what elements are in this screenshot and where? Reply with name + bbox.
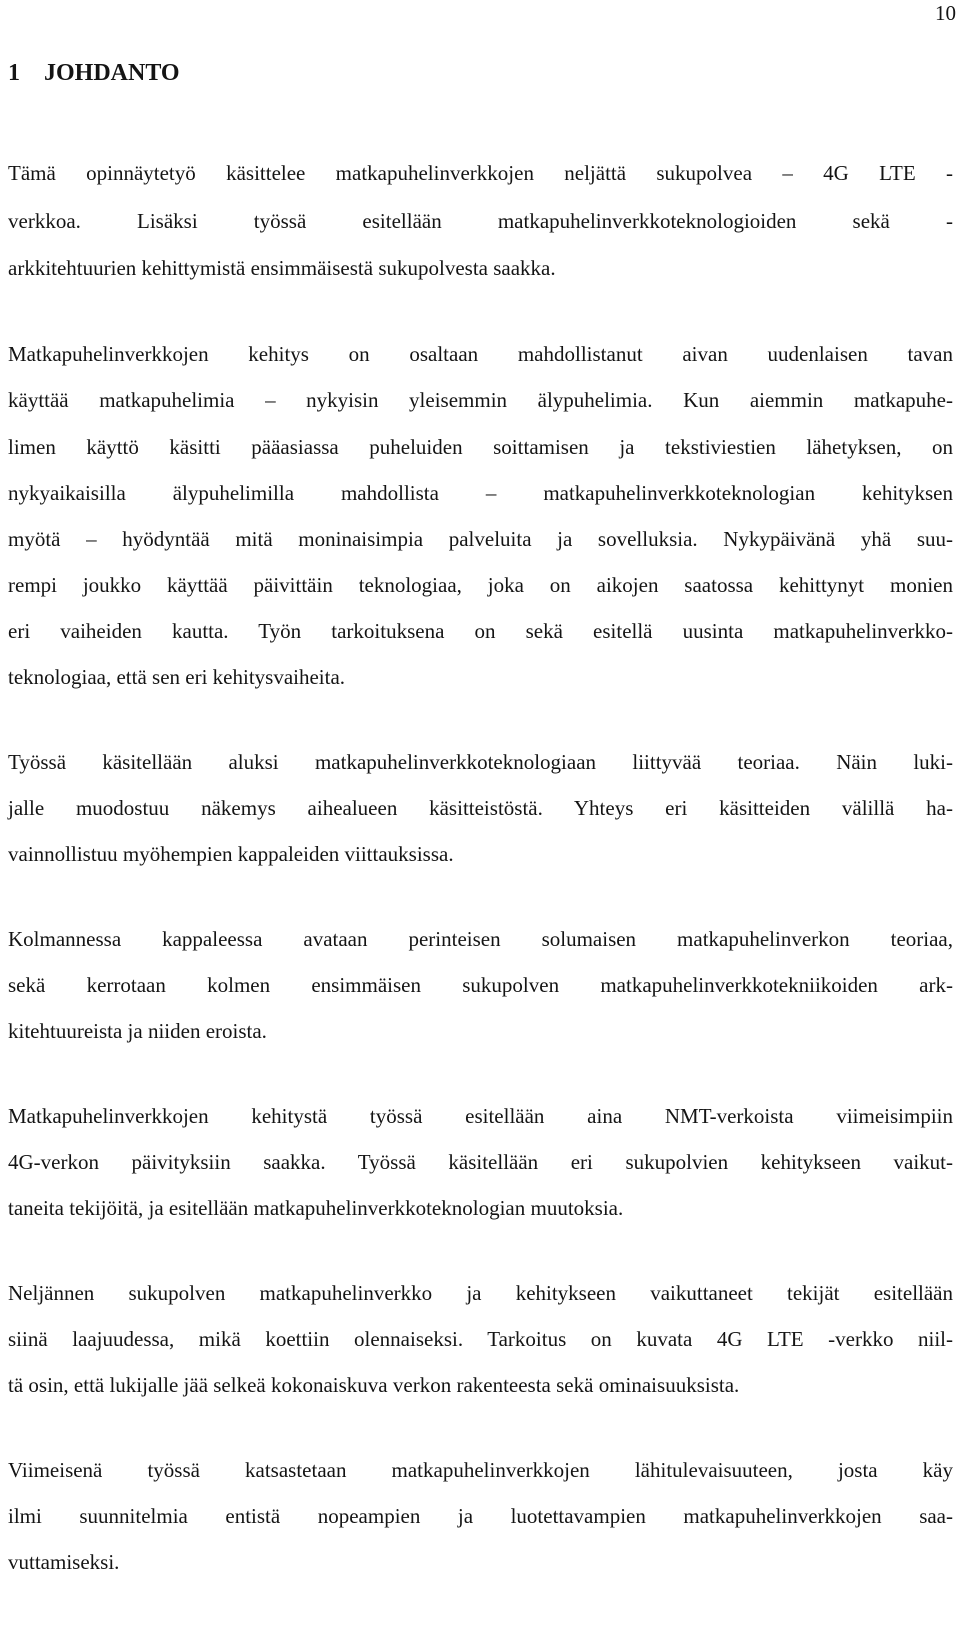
- paragraph-2-line-1: Matkapuhelinverkkojen kehitys on osaltaan mahdollistanut aivan uudenlaisen tavan: [8, 342, 953, 366]
- paragraph-6-line-2: siinä laajuudessa, mikä koettiin olennaiseksi. Tarkoitus on kuvata 4G LTE -verkko niil-: [8, 1327, 953, 1351]
- paragraph-1-line-2: verkkoa. Lisäksi työssä esitellään matkapuhelinverkkoteknologioiden sekä -: [8, 209, 953, 233]
- paragraph-4-line-3: kitehtuureista ja niiden eroista.: [8, 1019, 267, 1043]
- paragraph-1-line-1: Tämä opinnäytetyö käsittelee matkapuhelinverkkojen neljättä sukupolvea – 4G LTE -: [8, 161, 953, 185]
- paragraph-5-line-1: Matkapuhelinverkkojen kehitystä työssä esitellään aina NMT-verkoista viimeisimpiin: [8, 1104, 953, 1128]
- paragraph-3-line-2: jalle muodostuu näkemys aihealueen käsitteistöstä. Yhteys eri käsitteiden välillä ha-: [8, 796, 953, 820]
- paragraph-6-line-1: Neljännen sukupolven matkapuhelinverkko ja kehitykseen vaikuttaneet tekijät esitellään: [8, 1281, 953, 1305]
- paragraph-3-line-1: Työssä käsitellään aluksi matkapuhelinverkkoteknologiaan liittyvää teoriaa. Näin luki-: [8, 750, 953, 774]
- section-title: JOHDANTO: [44, 60, 180, 86]
- paragraph-7-line-1: Viimeisenä työssä katsastetaan matkapuhelinverkkojen lähitulevaisuuteen, josta käy: [8, 1458, 953, 1482]
- paragraph-7-line-3: vuttamiseksi.: [8, 1550, 120, 1574]
- paragraph-6-line-3: tä osin, että lukijalle jää selkeä kokonaiskuva verkon rakenteesta sekä ominaisuuksista.: [8, 1373, 740, 1397]
- paragraph-5-line-3: taneita tekijöitä, ja esitellään matkapuhelinverkkoteknologian muutoksia.: [8, 1196, 624, 1220]
- paragraph-2-line-6: rempi joukko käyttää päivittäin teknologiaa, joka on aikojen saatossa kehittynyt monien: [8, 573, 953, 597]
- paragraph-2-line-2: käyttää matkapuhelimia – nykyisin yleisemmin älypuhelimia. Kun aiemmin matkapuhe-: [8, 388, 953, 412]
- section-heading: [8, 58, 180, 88]
- paragraph-4-line-1: Kolmannessa kappaleessa avataan perinteisen solumaisen matkapuhelinverkon teoriaa,: [8, 927, 953, 951]
- paragraph-3-line-3: vainnollistuu myöhempien kappaleiden viittauksissa.: [8, 842, 454, 866]
- paragraph-2-line-4: nykyaikaisilla älypuhelimilla mahdollista – matkapuhelinverkkoteknologian kehityksen: [8, 481, 953, 505]
- paragraph-2-line-3: limen käyttö käsitti pääasiassa puheluiden soittamisen ja tekstiviestien lähetyksen, on: [8, 435, 953, 459]
- paragraph-4-line-2: sekä kerrotaan kolmen ensimmäisen sukupolven matkapuhelinverkkotekniikoiden ark-: [8, 973, 953, 997]
- paragraph-2-line-7: eri vaiheiden kautta. Työn tarkoituksena on sekä esitellä uusinta matkapuhelinverkko-: [8, 619, 953, 643]
- page-number: 10: [935, 1, 956, 25]
- paragraph-2-line-8: teknologiaa, että sen eri kehitysvaiheita.: [8, 665, 346, 689]
- paragraph-5-line-2: 4G-verkon päivityksiin saakka. Työssä käsitellään eri sukupolvien kehitykseen vaikut-: [8, 1150, 953, 1174]
- paragraph-7-line-2: ilmi suunnitelmia entistä nopeampien ja luotettavampien matkapuhelinverkkojen saa-: [8, 1504, 953, 1528]
- paragraph-2-line-5: myötä – hyödyntää mitä moninaisimpia palveluita ja sovelluksia. Nykypäivänä yhä suu-: [8, 527, 953, 551]
- section-number: 1: [8, 60, 20, 86]
- paragraph-1-line-3: arkkitehtuurien kehittymistä ensimmäisestä sukupolvesta saakka.: [8, 256, 556, 280]
